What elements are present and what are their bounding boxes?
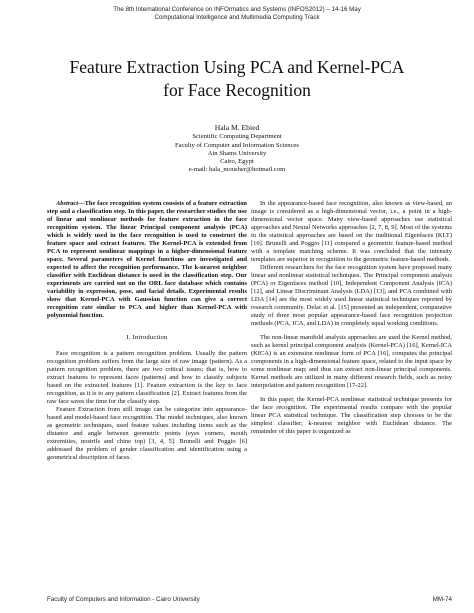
page-footer [47, 596, 452, 603]
left-column [47, 200, 247, 462]
intro-paragraph-2: Feature Extraction from still image can be categorize into appearance-based and model-based face recognition. The model techniques, also known as geometric techniques, used feature values including items such as the distance and angle between geometric points (eyes corners, mouth extremities, nostrils and chine top) [3, 4, 5]. Brunelli and Poggio [6] addressed the problem of gender classification and identification using a geometrical description of faces. [47, 406, 247, 461]
intro-paragraph-1: Face recognition is a pattern recognition problem. Usually the pattern recognition problem suffers from the large size of raw image (pattern). As a pattern recognition problem, there are two critical issues; that is, how to extract features to represent faces (patterns) and how to classify subjects based on the extracted features [1]. Feature extraction is the key to face recognition, as it is to any pattern classification [2]. Extract features from the raw face saves the time for the classify step. [47, 350, 247, 405]
paper-title-line1: Feature Extraction Using PCA and Kernel-PCA [69, 57, 405, 77]
right-paragraph-1: In the appearance-based face recognition, also known as view-based, an image is considered as a high-dimensional vector, i.e., a point in a high-dimensional vector space. Many view-based approaches use statistical approaches and Neural Networks approaches [2, 7, 8, 9]. Most of the systems in the statistical approaches are based on the traditional Eigenfaces (KLT) [10]. Brunelli and Poggio [11] compared a geometric feature-based method with a template matching scheme. It was concluded that the intensity templates are superior in recognition to the geometric feature-based methods. [251, 200, 452, 263]
paper-title-line2: for Face Recognition [163, 80, 311, 100]
footer-affiliation: Faculty of Computers and Information - Cairo University [47, 596, 200, 603]
right-paragraph-2: Different researchers for the face recognition system have proposed many linear and nonlinear statistical techniques. The Principal component analysis (PCA) or Eigenfaces method [10], Independent Component Analysis (ICA) [12], and Linear Discriminant Analysis (LDA) [13], and PCA combined with LDA [14] are the most widely used linear statistical techniques reported by research community. Delac et al. [15] presented an independent, comparative study of three most popular appearance-based face recognition projection methods (PCA, ICA, and LDA) in completely equal working conditions. [251, 264, 452, 327]
abstract-text: —The face recognition system consists of a feature extraction step and a classification step. In this paper, the researcher studies the use of linear and nonlinear methods for feature extraction in the face recognition system. The linear Principal component analysis (PCA) which is widely used in the face recognition is used to construct the feature space and extract features. The Kernel-PCA is extended from PCA to represent nonlinear mappings in a higher-dimensional feature space. Several parameters of Kernel functions are investigated and expected to affect the recognition performance. The k-nearest neighbor classifier with Euclidean distance is used in the classification step. Our experiments are carried out on the ORL face database which contains variability in expression, pose, and facial details. Experimental results show that Kernel-PCA with Gaussian function can give a correct recognition rate similar to PCA and higher than Kernel-PCA with polynomial function. [47, 200, 247, 319]
right-paragraph-3: The non-linear manifold analysis approaches are used the Kernel method, such as kernel principal component analysis (Kernel-PCA) [16], Kernel-ICA (KICA) is an extension nonlinear form of PCA [16], computes the principal components in a high-dimensional feature space, related to the input space by some nonlinear map; and thus can extract non-linear principal components. Kernel methods are utilized in many different research fields, such as noisy interpolation and pattern recognition [17-22]. [251, 334, 452, 389]
author-city: Cairo, Egypt [220, 158, 254, 166]
author-faculty: Faculty of Computer and Information Sciences [175, 141, 299, 149]
author-department: Scientific Computing Department [192, 133, 282, 141]
right-column [251, 200, 452, 436]
page-number: MM-74 [432, 596, 452, 603]
abstract-label: Abstract [56, 200, 79, 207]
author-university: Ain Shams University [207, 149, 267, 157]
author-email: e-mail: hala_mousher@hotmail.com [188, 166, 286, 174]
right-paragraph-4: In this paper, the Kernel-PCA nonlinear statistical technique presents for the face recognition. The experimental results compare with the popular linear PCA statistical technique. The classification step chooses to be the simplest classifier; k-nearest neighbor with Euclidean distance. The remainder of this paper is organized as [251, 396, 452, 435]
author-block [0, 124, 474, 175]
paper-title [20, 56, 454, 102]
author-name: Hala M. Ebied [214, 123, 260, 132]
abstract [47, 200, 247, 320]
conference-header-line1: The 8th International Conference on INFOrmatics and Systems (INFOS2012) – 14-16 May [113, 6, 361, 13]
conference-header-line2: Computational Intelligence and Multimedia Computing Track [154, 14, 320, 21]
conference-header [0, 6, 474, 22]
section-heading: I. Introduction [126, 334, 168, 341]
